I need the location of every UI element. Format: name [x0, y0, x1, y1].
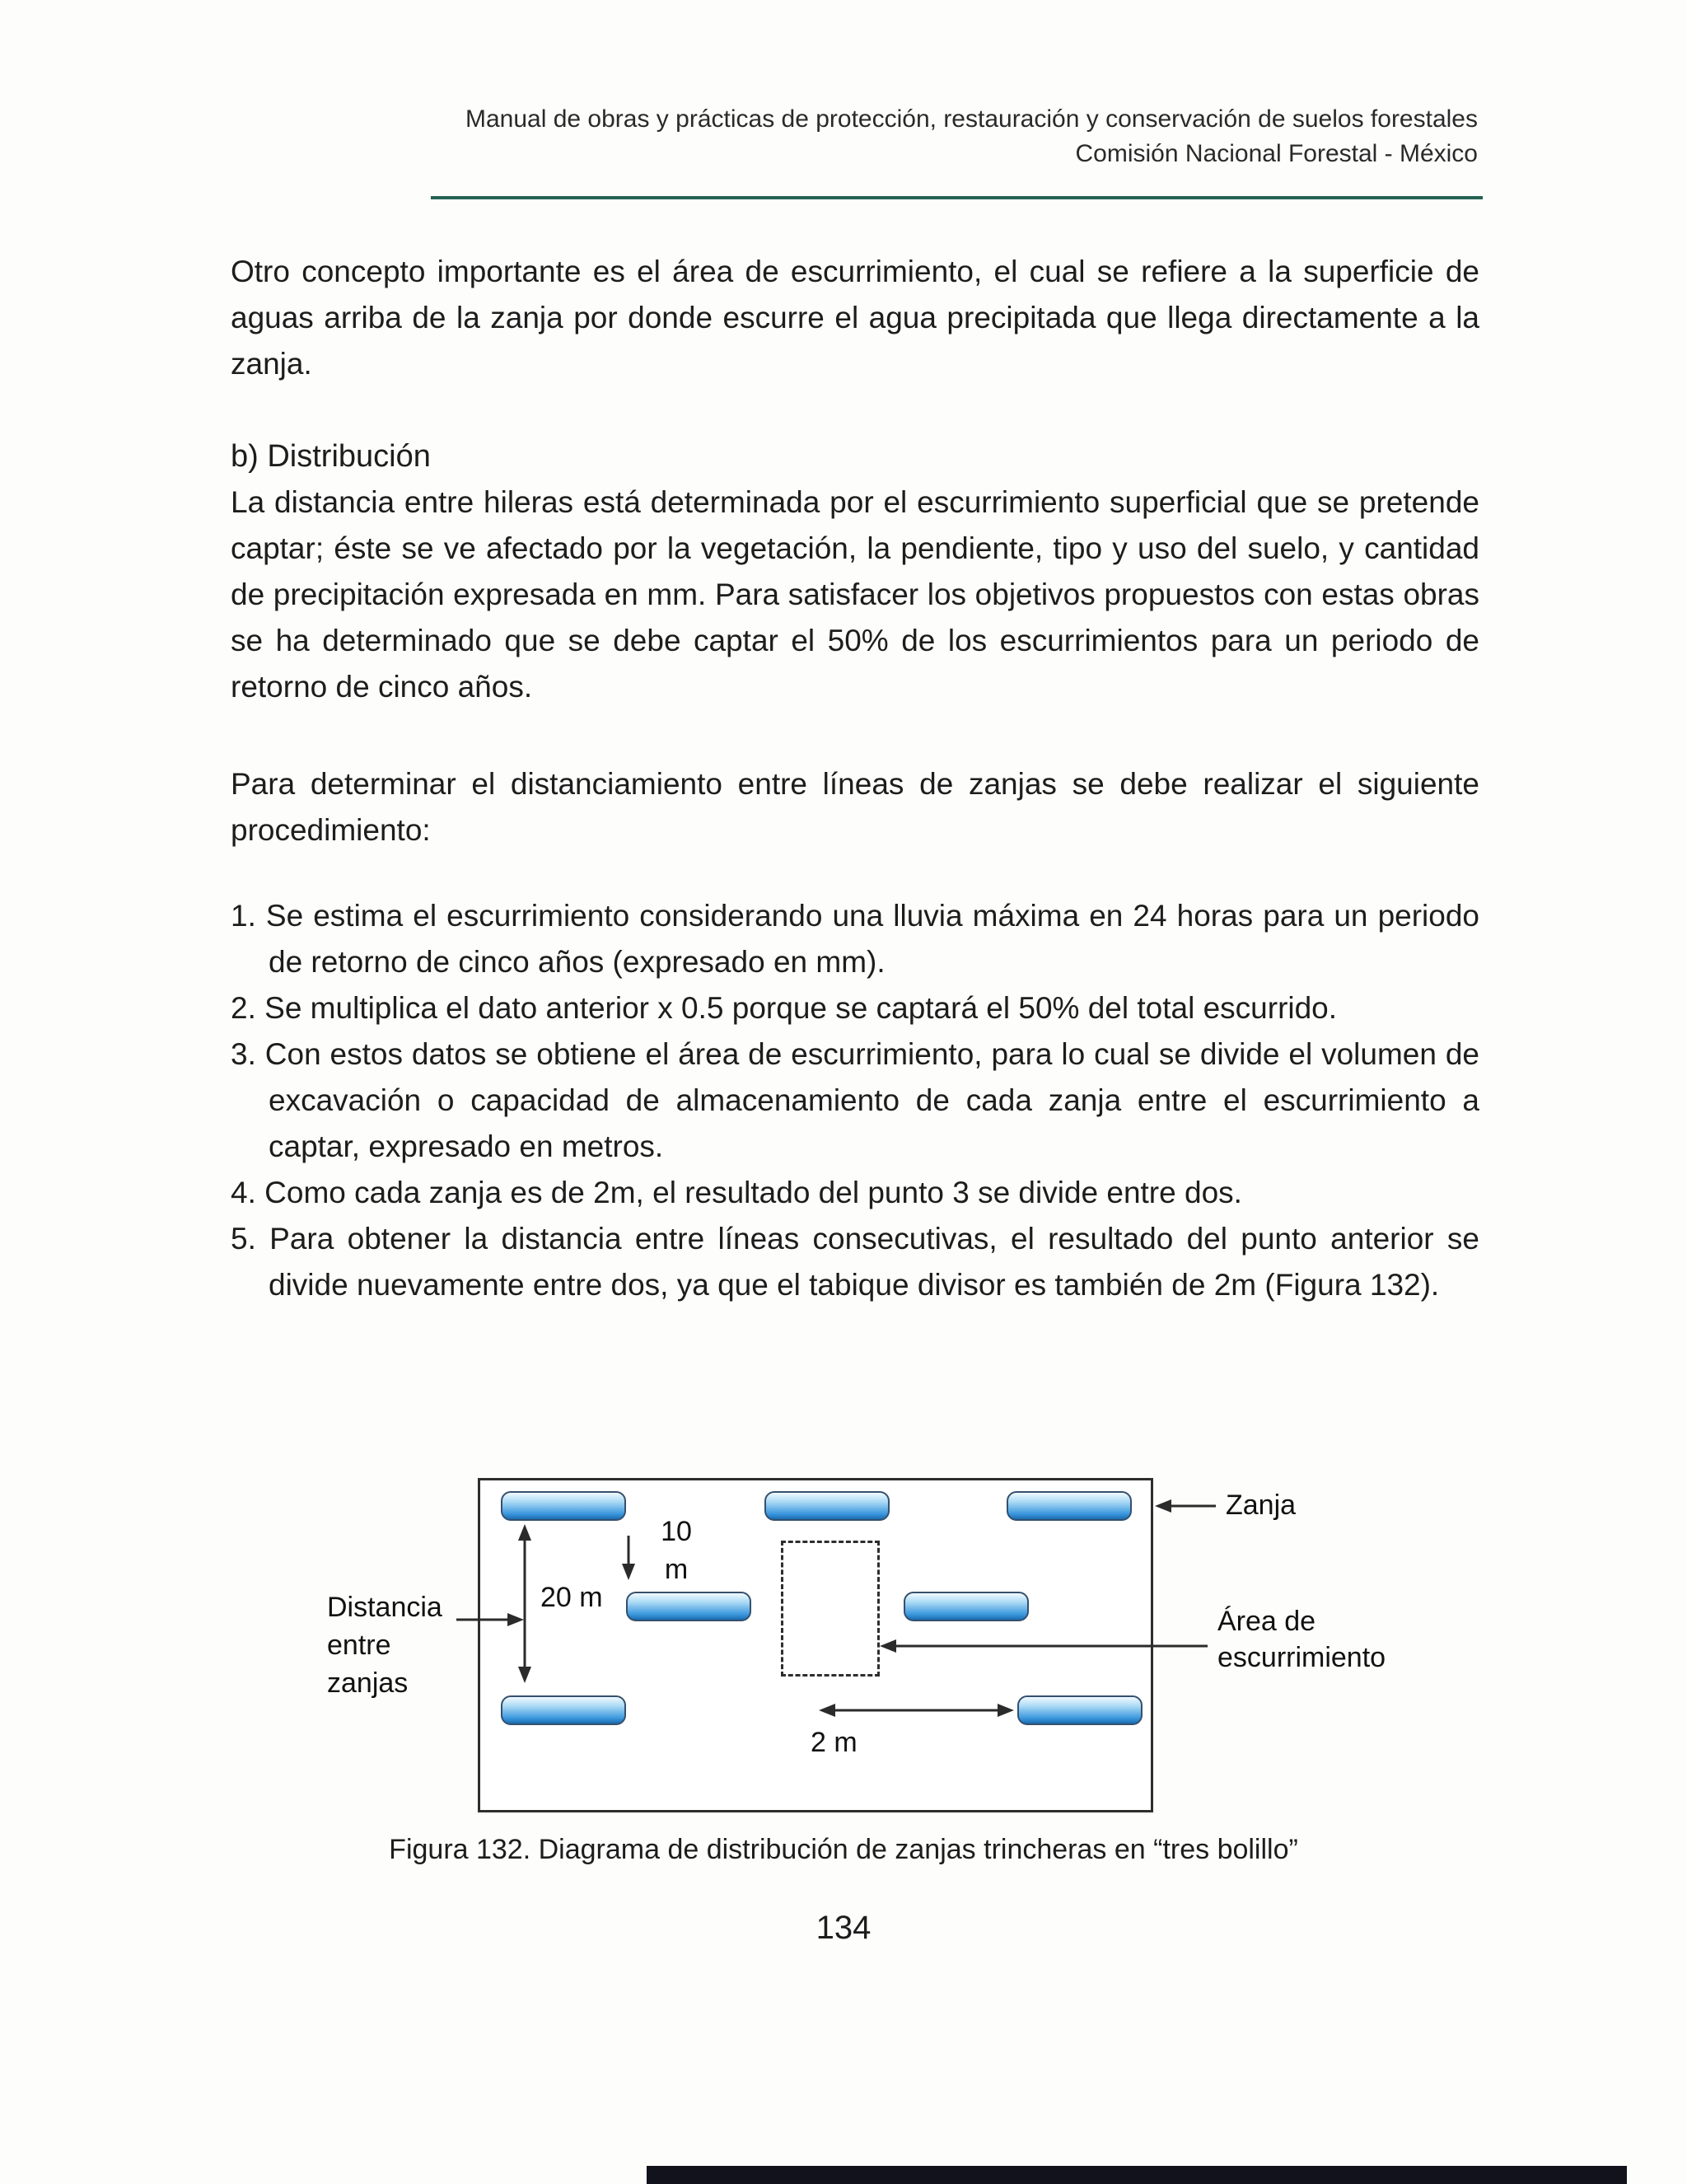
distancia-label-line1: Distancia [327, 1592, 442, 1623]
header-title-line: Manual de obras y prácticas de protección, restauración y conservación de suelos forestales [465, 105, 1478, 133]
distancia-label-line3: zanjas [327, 1667, 409, 1699]
list-item [231, 1031, 1479, 1170]
paragraph-distribucion: La distancia entre hileras está determinada por el escurrimiento superficial que se pretende captar; éste se ve afectado por la vegetación, la pendiente, tipo y uso del suelo, y cantidad de precipitación expresada en mm. Para satisfacer los objetivos propuestos con estas obras se ha determinado que se debe captar el 50% de los escurrimientos para un periodo de retorno de cinco años. [231, 485, 1479, 704]
list-item-text: Se multiplica el dato anterior x 0.5 porque se captará el 50% del total escurrido. [264, 991, 1338, 1025]
distancia-entre-zanjas-label [327, 1588, 442, 1702]
distancia-arrow [456, 1613, 524, 1626]
distancia-label-line2: entre [327, 1630, 391, 1661]
list-item-text: Se estima el escurrimiento considerando una lluvia máxima en 24 horas para un periodo de retorno de cinco años (expresado en mm). [265, 899, 1479, 979]
vertical-20m-double-arrow [518, 1524, 531, 1683]
area-escurrimiento-label [1217, 1603, 1386, 1676]
section-heading-distribucion: b) Distribución [231, 439, 431, 474]
body-text-column [231, 249, 1479, 1308]
area-label-line2: escurrimiento [1217, 1642, 1386, 1673]
dimension-10m-number: 10 [661, 1516, 692, 1547]
list-item-number: 2. [231, 991, 256, 1025]
list-item-text: Con estos datos se obtiene el área de escurrimiento, para lo cual se divide el volumen de excavación o capacidad de almacenamiento de cada zanja entre el escurrimiento a captar, expresado en metros. [264, 1037, 1479, 1163]
list-item-number: 3. [231, 1037, 256, 1071]
procedure-list [231, 893, 1479, 1308]
zanja-arrow [1155, 1499, 1216, 1513]
list-item-text: Para obtener la distancia entre líneas consecutivas, el resultado del punto anterior se divide nuevamente entre dos, ya que el tabique divisor es también de 2m (Figura 132). [269, 1222, 1480, 1302]
scan-artifact-bar [647, 2166, 1627, 2184]
paragraph-procedimiento: Para determinar el distanciamiento entre líneas de zanjas se debe realizar el siguiente procedimiento: [231, 767, 1479, 847]
page-number: 134 [815, 1910, 872, 1946]
list-item-text: Como cada zanja es de 2m, el resultado del punto 3 se divide entre dos. [264, 1176, 1242, 1209]
header-subtitle-line: Comisión Nacional Forestal - México [1075, 140, 1478, 167]
area-escurrimiento-arrow [880, 1639, 1208, 1653]
paragraph-intro: Otro concepto importante es el área de escurrimiento, el cual se refiere a la superficie de aguas arriba de la zanja por donde escurre el agua precipitada que llega directamente a la zanja. [231, 255, 1479, 381]
down-10m-arrow [622, 1536, 635, 1580]
area-label-line1: Área de [1217, 1606, 1316, 1637]
list-item-number: 1. [231, 899, 256, 933]
horizontal-2m-double-arrow [819, 1704, 1014, 1717]
list-item [231, 1216, 1479, 1308]
figure-132-diagram [280, 1466, 1433, 1829]
dimension-2m-label: 2 m [811, 1727, 858, 1758]
list-item-number: 4. [231, 1176, 256, 1209]
dimension-20m-label: 20 m [540, 1582, 603, 1613]
zanja-label: Zanja [1226, 1490, 1297, 1521]
list-item [231, 893, 1479, 985]
list-item-number: 5. [231, 1222, 256, 1256]
list-item [231, 985, 1479, 1031]
page-header [465, 102, 1478, 171]
list-item [231, 1170, 1479, 1216]
figure-caption: Figura 132. Diagrama de distribución de zanjas trincheras en “tres bolillo” [389, 1834, 1298, 1865]
header-divider [431, 196, 1483, 199]
dimension-10m-unit: m [664, 1554, 689, 1585]
dimension-10m-label [647, 1513, 705, 1588]
